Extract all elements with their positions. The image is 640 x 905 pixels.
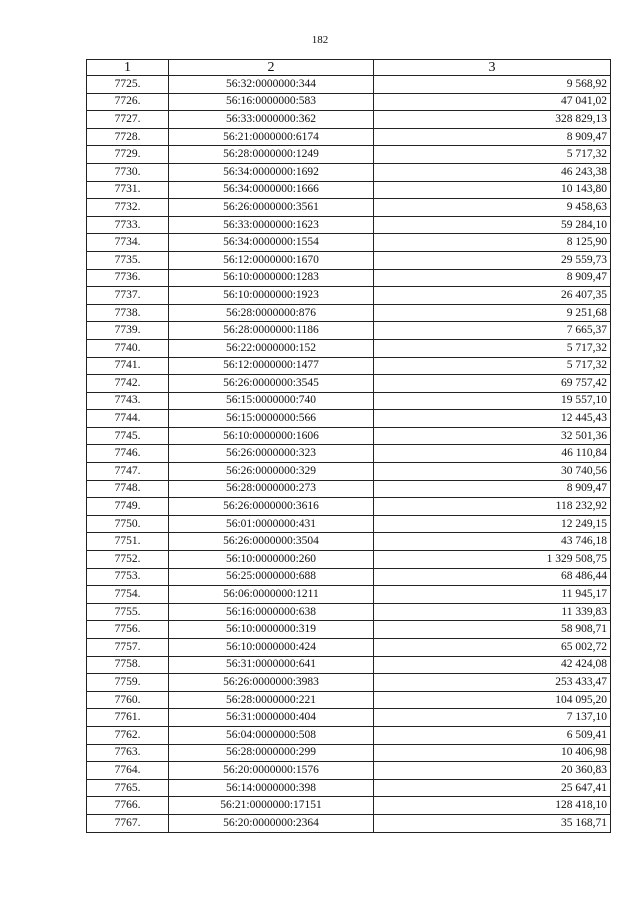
cadastral-value: 5 717,32 <box>374 339 611 357</box>
cadastral-value: 26 407,35 <box>374 287 611 305</box>
cadastral-number: 56:21:0000000:6174 <box>169 128 374 146</box>
cadastral-number: 56:16:0000000:583 <box>169 93 374 111</box>
cadastral-value: 12 249,15 <box>374 515 611 533</box>
row-number: 7767. <box>87 814 169 832</box>
table-row <box>87 392 611 410</box>
cadastral-value: 328 829,13 <box>374 111 611 129</box>
row-number: 7740. <box>87 339 169 357</box>
table-row <box>87 427 611 445</box>
table-row <box>87 322 611 340</box>
table-row <box>87 621 611 639</box>
table-row <box>87 498 611 516</box>
cadastral-value: 35 168,71 <box>374 814 611 832</box>
cadastral-value: 19 557,10 <box>374 392 611 410</box>
table-row <box>87 357 611 375</box>
cadastral-number: 56:31:0000000:404 <box>169 709 374 727</box>
table-row <box>87 111 611 129</box>
table-row <box>87 76 611 94</box>
row-number: 7743. <box>87 392 169 410</box>
row-number: 7741. <box>87 357 169 375</box>
column-header-1: 1 <box>87 60 169 76</box>
cadastral-value: 8 909,47 <box>374 128 611 146</box>
cadastral-value: 32 501,36 <box>374 427 611 445</box>
row-number: 7732. <box>87 199 169 217</box>
cadastral-value: 5 717,32 <box>374 357 611 375</box>
cadastral-number: 56:14:0000000:398 <box>169 779 374 797</box>
cadastral-number: 56:32:0000000:344 <box>169 76 374 94</box>
row-number: 7726. <box>87 93 169 111</box>
cadastral-number: 56:33:0000000:1623 <box>169 216 374 234</box>
cadastral-number: 56:21:0000000:17151 <box>169 797 374 815</box>
cadastral-value: 1 329 508,75 <box>374 551 611 569</box>
table-row <box>87 551 611 569</box>
cadastral-number: 56:26:0000000:3545 <box>169 375 374 393</box>
table-row <box>87 304 611 322</box>
table-row <box>87 797 611 815</box>
table-row <box>87 709 611 727</box>
cadastral-number: 56:12:0000000:1477 <box>169 357 374 375</box>
row-number: 7748. <box>87 480 169 498</box>
row-number: 7756. <box>87 621 169 639</box>
cadastral-number: 56:28:0000000:876 <box>169 304 374 322</box>
table-row <box>87 691 611 709</box>
table-row <box>87 480 611 498</box>
table-row <box>87 199 611 217</box>
cadastral-number: 56:33:0000000:362 <box>169 111 374 129</box>
table-row <box>87 744 611 762</box>
cadastral-number: 56:25:0000000:688 <box>169 568 374 586</box>
cadastral-value: 6 509,41 <box>374 726 611 744</box>
row-number: 7751. <box>87 533 169 551</box>
cadastral-value: 46 110,84 <box>374 445 611 463</box>
cadastral-number: 56:34:0000000:1666 <box>169 181 374 199</box>
table-row <box>87 814 611 832</box>
cadastral-value: 10 143,80 <box>374 181 611 199</box>
row-number: 7725. <box>87 76 169 94</box>
cadastral-number: 56:28:0000000:273 <box>169 480 374 498</box>
row-number: 7727. <box>87 111 169 129</box>
cadastral-value: 47 041,02 <box>374 93 611 111</box>
table-row <box>87 762 611 780</box>
column-header-2: 2 <box>169 60 374 76</box>
row-number: 7760. <box>87 691 169 709</box>
cadastral-number: 56:26:0000000:3561 <box>169 199 374 217</box>
cadastral-number: 56:28:0000000:1186 <box>169 322 374 340</box>
cadastral-number: 56:26:0000000:329 <box>169 463 374 481</box>
cadastral-number: 56:01:0000000:431 <box>169 515 374 533</box>
row-number: 7742. <box>87 375 169 393</box>
cadastral-number: 56:26:0000000:323 <box>169 445 374 463</box>
cadastral-number: 56:10:0000000:1283 <box>169 269 374 287</box>
cadastral-value: 9 251,68 <box>374 304 611 322</box>
cadastral-value: 58 908,71 <box>374 621 611 639</box>
table-row <box>87 656 611 674</box>
page-number: 182 <box>311 34 329 46</box>
cadastral-value: 5 717,32 <box>374 146 611 164</box>
cadastral-value: 104 095,20 <box>374 691 611 709</box>
cadastral-number: 56:10:0000000:1923 <box>169 287 374 305</box>
cadastral-value: 11 339,83 <box>374 603 611 621</box>
column-header-3: 3 <box>374 60 611 76</box>
row-number: 7761. <box>87 709 169 727</box>
cadastral-number: 56:10:0000000:1606 <box>169 427 374 445</box>
cadastral-value: 7 665,37 <box>374 322 611 340</box>
table-row <box>87 726 611 744</box>
cadastral-value: 69 757,42 <box>374 375 611 393</box>
table-row <box>87 251 611 269</box>
table-row <box>87 234 611 252</box>
cadastral-number: 56:26:0000000:3983 <box>169 674 374 692</box>
table-row <box>87 146 611 164</box>
table-row <box>87 375 611 393</box>
cadastral-number: 56:28:0000000:299 <box>169 744 374 762</box>
cadastral-value: 12 445,43 <box>374 410 611 428</box>
cadastral-value: 29 559,73 <box>374 251 611 269</box>
row-number: 7749. <box>87 498 169 516</box>
cadastral-number: 56:10:0000000:424 <box>169 639 374 657</box>
row-number: 7758. <box>87 656 169 674</box>
cadastral-number: 56:10:0000000:319 <box>169 621 374 639</box>
row-number: 7734. <box>87 234 169 252</box>
cadastral-number: 56:10:0000000:260 <box>169 551 374 569</box>
cadastral-value: 8 909,47 <box>374 269 611 287</box>
row-number: 7754. <box>87 586 169 604</box>
row-number: 7747. <box>87 463 169 481</box>
cadastral-number: 56:15:0000000:740 <box>169 392 374 410</box>
row-number: 7739. <box>87 322 169 340</box>
row-number: 7755. <box>87 603 169 621</box>
row-number: 7765. <box>87 779 169 797</box>
table-row <box>87 410 611 428</box>
row-number: 7750. <box>87 515 169 533</box>
table-row <box>87 128 611 146</box>
row-number: 7738. <box>87 304 169 322</box>
cadastral-value: 7 137,10 <box>374 709 611 727</box>
table-row <box>87 339 611 357</box>
row-number: 7766. <box>87 797 169 815</box>
row-number: 7735. <box>87 251 169 269</box>
cadastral-value: 9 458,63 <box>374 199 611 217</box>
row-number: 7753. <box>87 568 169 586</box>
table-row <box>87 674 611 692</box>
row-number: 7746. <box>87 445 169 463</box>
cadastral-value: 25 647,41 <box>374 779 611 797</box>
table-row <box>87 533 611 551</box>
cadastral-number: 56:28:0000000:221 <box>169 691 374 709</box>
cadastral-value: 128 418,10 <box>374 797 611 815</box>
cadastral-number: 56:12:0000000:1670 <box>169 251 374 269</box>
table-row <box>87 216 611 234</box>
cadastral-number: 56:20:0000000:1576 <box>169 762 374 780</box>
row-number: 7728. <box>87 128 169 146</box>
cadastral-value: 46 243,38 <box>374 163 611 181</box>
table-row <box>87 779 611 797</box>
row-number: 7733. <box>87 216 169 234</box>
row-number: 7736. <box>87 269 169 287</box>
table-row <box>87 463 611 481</box>
table-row <box>87 93 611 111</box>
cadastral-value: 59 284,10 <box>374 216 611 234</box>
cadastral-number: 56:04:0000000:508 <box>169 726 374 744</box>
cadastral-value: 30 740,56 <box>374 463 611 481</box>
cadastral-value: 68 486,44 <box>374 568 611 586</box>
table-row <box>87 163 611 181</box>
cadastral-value: 43 746,18 <box>374 533 611 551</box>
cadastral-value: 11 945,17 <box>374 586 611 604</box>
table-row <box>87 568 611 586</box>
row-number: 7729. <box>87 146 169 164</box>
cadastral-number: 56:34:0000000:1554 <box>169 234 374 252</box>
table-row <box>87 515 611 533</box>
cadastral-value: 8 125,90 <box>374 234 611 252</box>
row-number: 7759. <box>87 674 169 692</box>
cadastral-number: 56:26:0000000:3504 <box>169 533 374 551</box>
row-number: 7744. <box>87 410 169 428</box>
table-row <box>87 639 611 657</box>
cadastral-value: 8 909,47 <box>374 480 611 498</box>
cadastral-value: 253 433,47 <box>374 674 611 692</box>
cadastral-number: 56:15:0000000:566 <box>169 410 374 428</box>
table-row <box>87 181 611 199</box>
row-number: 7737. <box>87 287 169 305</box>
cadastral-number: 56:28:0000000:1249 <box>169 146 374 164</box>
row-number: 7731. <box>87 181 169 199</box>
cadastral-value: 9 568,92 <box>374 76 611 94</box>
cadastral-value: 65 002,72 <box>374 639 611 657</box>
table-row <box>87 287 611 305</box>
row-number: 7764. <box>87 762 169 780</box>
row-number: 7762. <box>87 726 169 744</box>
cadastral-number: 56:31:0000000:641 <box>169 656 374 674</box>
cadastral-value: 42 424,08 <box>374 656 611 674</box>
table-row <box>87 445 611 463</box>
cadastral-value-table <box>86 59 611 833</box>
row-number: 7763. <box>87 744 169 762</box>
table-row <box>87 269 611 287</box>
row-number: 7730. <box>87 163 169 181</box>
header-row <box>87 60 611 76</box>
table-row <box>87 603 611 621</box>
cadastral-value: 10 406,98 <box>374 744 611 762</box>
cadastral-value: 20 360,83 <box>374 762 611 780</box>
row-number: 7752. <box>87 551 169 569</box>
cadastral-number: 56:34:0000000:1692 <box>169 163 374 181</box>
cadastral-number: 56:06:0000000:1211 <box>169 586 374 604</box>
table-row <box>87 586 611 604</box>
cadastral-number: 56:20:0000000:2364 <box>169 814 374 832</box>
cadastral-number: 56:16:0000000:638 <box>169 603 374 621</box>
cadastral-number: 56:26:0000000:3616 <box>169 498 374 516</box>
cadastral-number: 56:22:0000000:152 <box>169 339 374 357</box>
cadastral-value: 118 232,92 <box>374 498 611 516</box>
table-body <box>87 76 611 833</box>
row-number: 7745. <box>87 427 169 445</box>
row-number: 7757. <box>87 639 169 657</box>
